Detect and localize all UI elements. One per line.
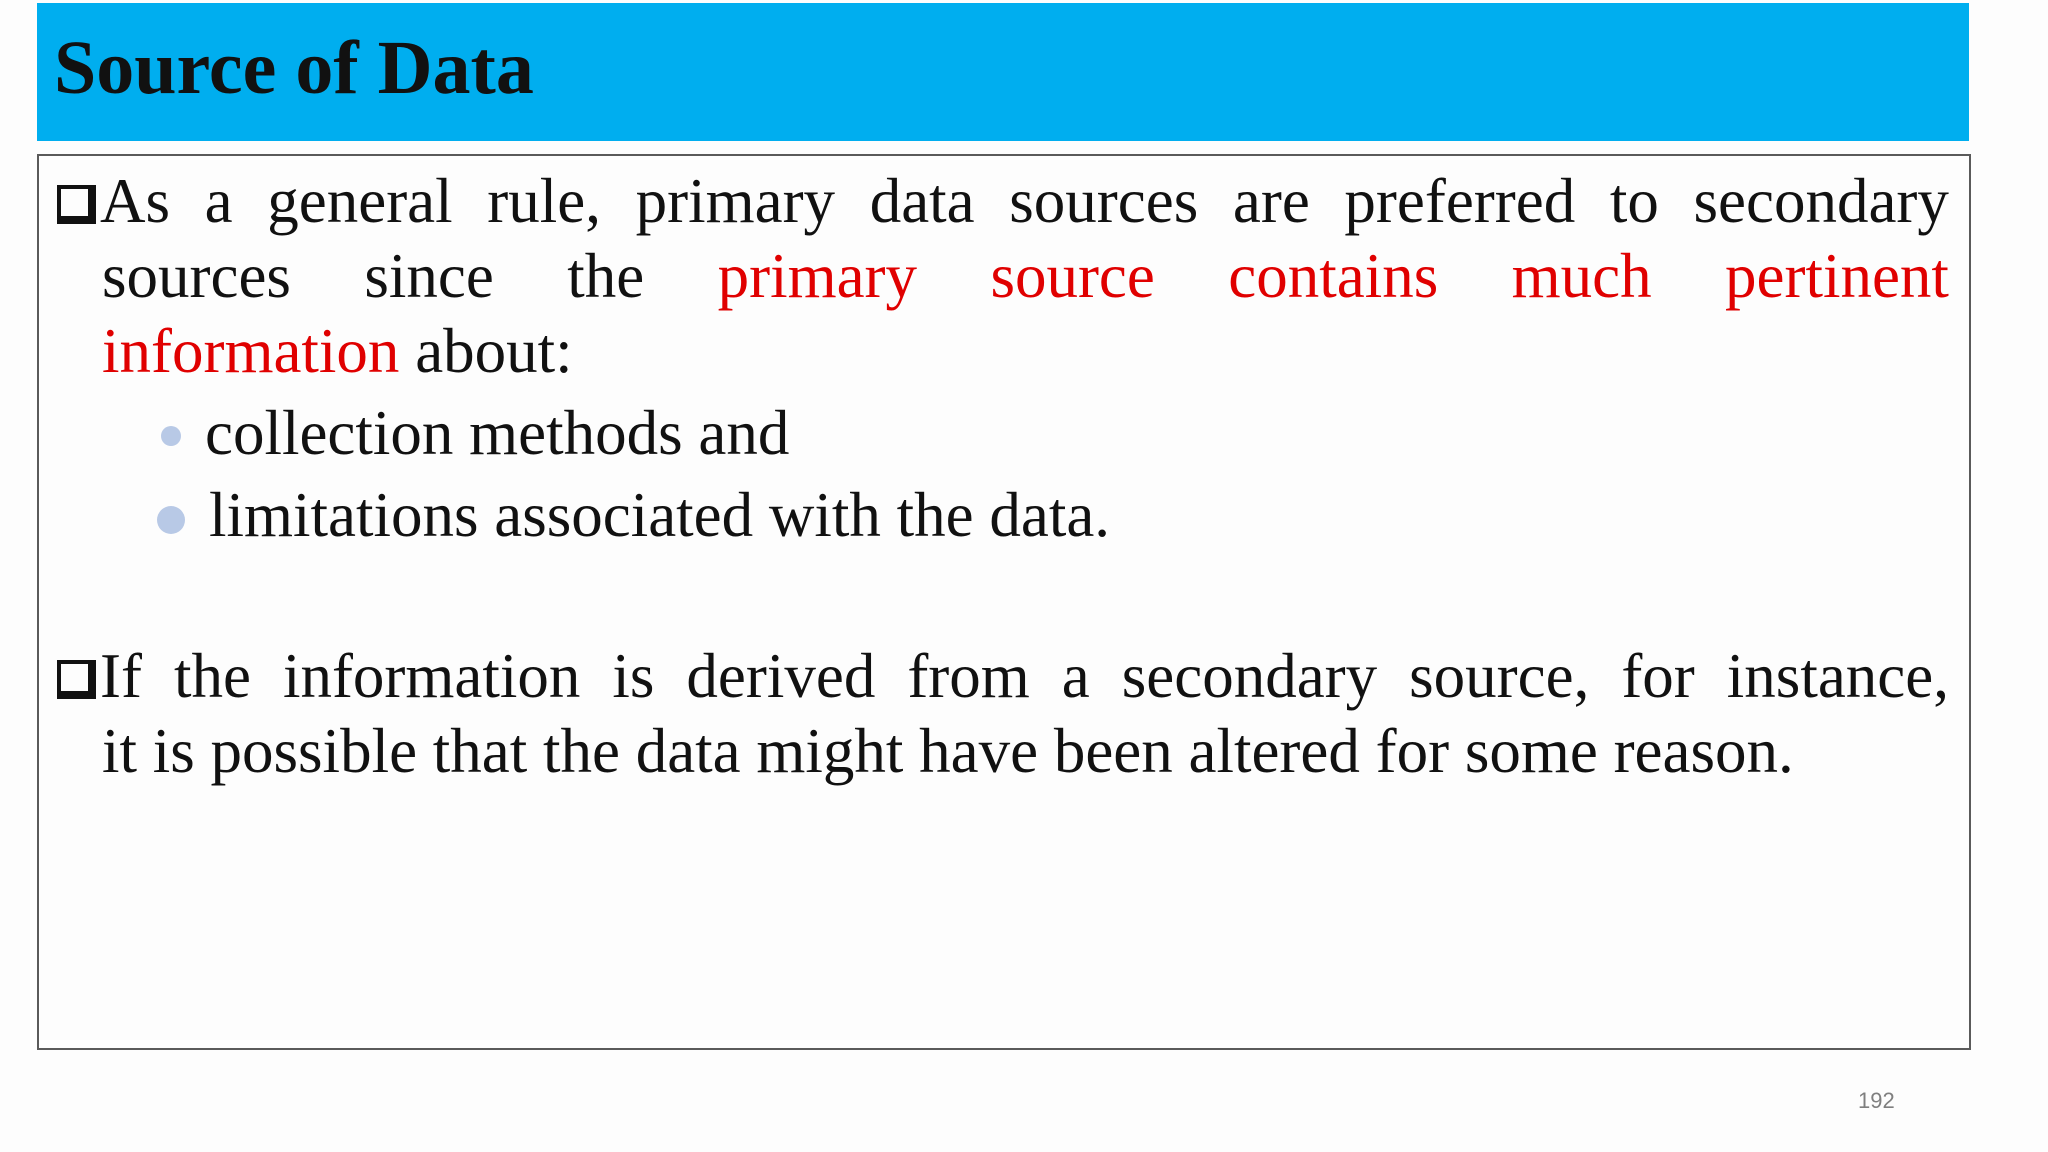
word: secondary [1693, 166, 1949, 236]
highlighted-word: contains [1228, 241, 1439, 311]
word: As [100, 166, 171, 236]
line-word-first [57, 639, 142, 714]
word: a [1061, 641, 1090, 711]
word: information [282, 641, 581, 711]
highlighted-word: much [1511, 241, 1652, 311]
word: is [612, 641, 655, 711]
paragraph-line: it is possible that the data might have been altered for some reason. [102, 716, 1794, 786]
bullet-list [153, 392, 1110, 556]
bullet-dot-icon [157, 506, 185, 534]
word: rule, [487, 166, 601, 236]
checkbox-icon [57, 660, 96, 699]
word: are [1232, 166, 1310, 236]
bullet-item [153, 474, 1110, 556]
word: sources [102, 241, 291, 311]
word: since [364, 241, 494, 311]
highlighted-word: information [102, 316, 400, 386]
paragraph-line [57, 639, 1949, 714]
word: If [100, 641, 142, 711]
slide-title: Source of Data [54, 26, 534, 110]
checkbox-icon [57, 185, 96, 224]
word: derived [686, 641, 876, 711]
word: to [1609, 166, 1659, 236]
word: primary [635, 166, 836, 236]
bullet-item [153, 392, 1110, 474]
paragraph-secondary-sources [57, 639, 1949, 789]
word: the [173, 641, 251, 711]
highlighted-word: pertinent [1725, 241, 1949, 311]
content-box [37, 154, 1971, 1050]
word: sources [1009, 166, 1199, 236]
word: general [267, 166, 453, 236]
line-tail: about: [399, 316, 573, 386]
word: a [204, 166, 233, 236]
word: preferred [1344, 166, 1576, 236]
word: for [1621, 641, 1695, 711]
bullet-dot-icon [161, 426, 181, 446]
bullet-text: collection methods and [205, 398, 790, 468]
paragraph-primary-sources [57, 164, 1949, 389]
highlighted-word: source [990, 241, 1155, 311]
title-bar [37, 3, 1969, 141]
word: instance, [1726, 641, 1949, 711]
page-number: 192 [1858, 1088, 1895, 1113]
word: from [907, 641, 1030, 711]
word: the [567, 241, 645, 311]
paragraph-line [57, 314, 1949, 389]
highlighted-word: primary [717, 241, 918, 311]
word: source, [1409, 641, 1590, 711]
paragraph-line [57, 164, 1949, 239]
word: secondary [1121, 641, 1378, 711]
paragraph-line [57, 239, 1949, 314]
bullet-text: limitations associated with the data. [209, 480, 1111, 550]
word: data [869, 166, 975, 236]
line-word-first [57, 164, 170, 239]
